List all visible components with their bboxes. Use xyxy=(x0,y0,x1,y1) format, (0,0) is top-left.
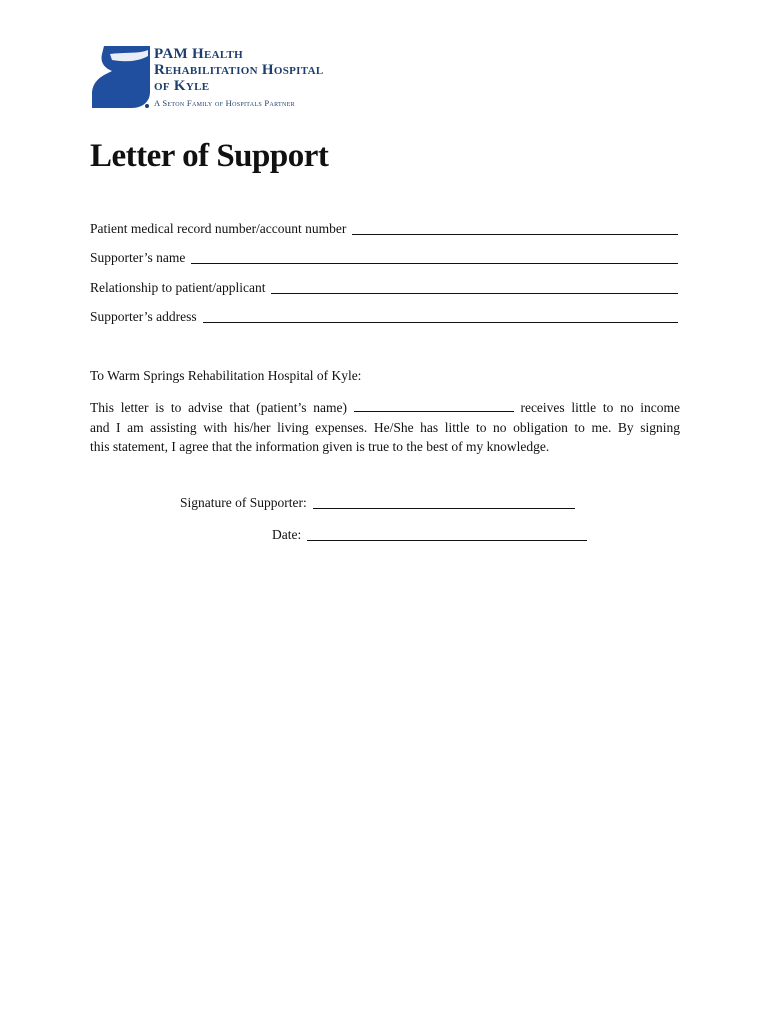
signature-label: Signature of Supporter: xyxy=(180,495,307,510)
logo-line-3: of Kyle xyxy=(154,78,210,94)
body-line-3: this statement, I agree that the information given is true to the best of my knowledge. xyxy=(90,439,550,454)
supporter-name-label: Supporter’s name xyxy=(90,250,186,265)
logo-tagline: A Seton Family of Hospitals Partner xyxy=(154,98,295,108)
page-title: Letter of Support xyxy=(90,138,329,174)
relationship-label: Relationship to patient/applicant xyxy=(90,280,266,295)
logo-line-2: Rehabilitation Hospital xyxy=(154,62,324,78)
letter-body xyxy=(90,398,680,457)
relationship-blank[interactable] xyxy=(271,281,678,294)
body-part-1: This letter is to advise that (patient’s name) xyxy=(90,400,347,415)
body-line-2: and I am assisting with his/her living expenses. He/She has little to no obligation to me. By signing xyxy=(90,419,680,435)
body-part-2: receives little to no income xyxy=(520,400,681,415)
signature-blank[interactable] xyxy=(313,496,575,509)
patient-record-number-blank[interactable] xyxy=(352,222,678,235)
supporter-address-field[interactable] xyxy=(90,309,678,325)
patient-record-number-field[interactable] xyxy=(90,221,678,237)
relationship-field[interactable] xyxy=(90,280,678,296)
date-field[interactable] xyxy=(272,527,587,543)
salutation: To Warm Springs Rehabilitation Hospital of Kyle: xyxy=(90,368,362,383)
supporter-name-field[interactable] xyxy=(90,250,678,266)
supporter-name-blank[interactable] xyxy=(191,251,678,264)
date-blank[interactable] xyxy=(307,528,587,541)
supporter-address-label: Supporter’s address xyxy=(90,309,197,324)
hospital-logo xyxy=(90,44,330,110)
pam-health-logo-icon xyxy=(90,44,152,110)
body-line-1 xyxy=(90,398,680,418)
logo-line-1: PAM Health xyxy=(154,46,243,62)
supporter-address-blank[interactable] xyxy=(203,310,678,323)
logo-text xyxy=(154,46,332,108)
patient-record-number-label: Patient medical record number/account number xyxy=(90,221,347,236)
date-label: Date: xyxy=(272,527,302,542)
signature-field[interactable] xyxy=(180,495,575,511)
patient-name-blank[interactable] xyxy=(354,400,514,412)
